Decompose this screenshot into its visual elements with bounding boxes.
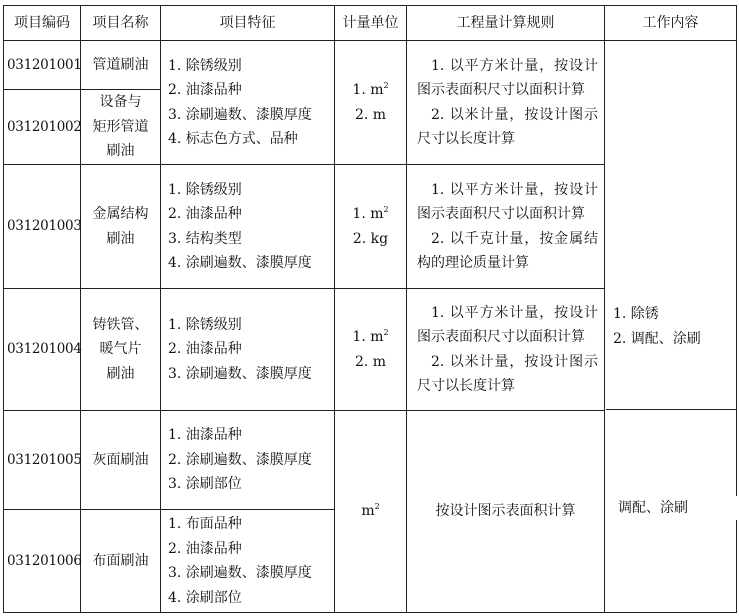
header-cell: 项目名称 — [81, 6, 161, 41]
work-content-secondary: 调配、涂刷 — [612, 496, 738, 520]
item-code: 031201001 — [4, 41, 81, 90]
item-code: 031201006 — [4, 510, 81, 613]
item-features: 1. 除锈级别 2. 油漆品种 3. 结构类型 4. 涂刷遍数、漆膜厚度 — [161, 165, 335, 289]
calc-rule: 1. 以平方米计量，按设计图示表面积尺寸以面积计算 2. 以千克计量，按金属结构的理论质量计算 — [407, 165, 605, 289]
item-name: 铸铁管、 暖气片 刷油 — [81, 289, 161, 411]
item-code: 031201005 — [4, 411, 81, 510]
measure-unit: $m^2$ — [335, 411, 407, 613]
item-features: 1. 除锈级别 2. 油漆品种 3. 涂刷遍数、漆膜厚度 — [161, 289, 335, 411]
item-features: 1. 除锈级别 2. 油漆品种 3. 涂刷遍数、漆膜厚度 4. 标志色方式、品种 — [161, 41, 335, 165]
header-cell: 计量单位 — [335, 6, 407, 41]
calc-rule: 1. 以平方米计量，按设计图示表面积尺寸以面积计算 2. 以米计量，按设计图示尺寸以长度计算 — [407, 289, 605, 411]
item-name: 设备与 矩形管道 刷油 — [81, 90, 161, 165]
item-features: 1. 布面品种 2. 油漆品种 3. 涂刷遍数、漆膜厚度 4. 涂刷部位 — [161, 510, 335, 613]
header-row — [4, 6, 737, 41]
quantity-spec-table — [3, 5, 737, 613]
work-divider — [606, 409, 737, 410]
measure-unit: 1. $m^2$ 2. m — [335, 289, 407, 411]
item-features: 1. 油漆品种 2. 涂刷遍数、漆膜厚度 3. 涂刷部位 — [161, 411, 335, 510]
measure-unit: 1. $m^2$ 2. kg — [335, 165, 407, 289]
item-code: 031201002 — [4, 90, 81, 165]
table-row — [4, 41, 737, 90]
item-code: 031201003 — [4, 165, 81, 289]
item-name: 管道刷油 — [81, 41, 161, 90]
header-cell: 工作内容 — [605, 6, 737, 41]
item-name: 金属结构 刷油 — [81, 165, 161, 289]
calc-rule: 1. 以平方米计量，按设计图示表面积尺寸以面积计算 2. 以米计量，按设计图示尺寸以长度计算 — [407, 41, 605, 165]
header-cell: 项目特征 — [161, 6, 335, 41]
header-cell: 工程量计算规则 — [407, 6, 605, 41]
work-content: 1. 除锈 2. 调配、涂刷 — [605, 41, 737, 613]
calc-rule: 按设计图示表面积计算 — [407, 411, 605, 613]
item-name: 布面刷油 — [81, 510, 161, 613]
measure-unit: 1. $m^2$ 2. m — [335, 41, 407, 165]
item-code: 031201004 — [4, 289, 81, 411]
item-name: 灰面刷油 — [81, 411, 161, 510]
header-cell: 项目编码 — [4, 6, 81, 41]
